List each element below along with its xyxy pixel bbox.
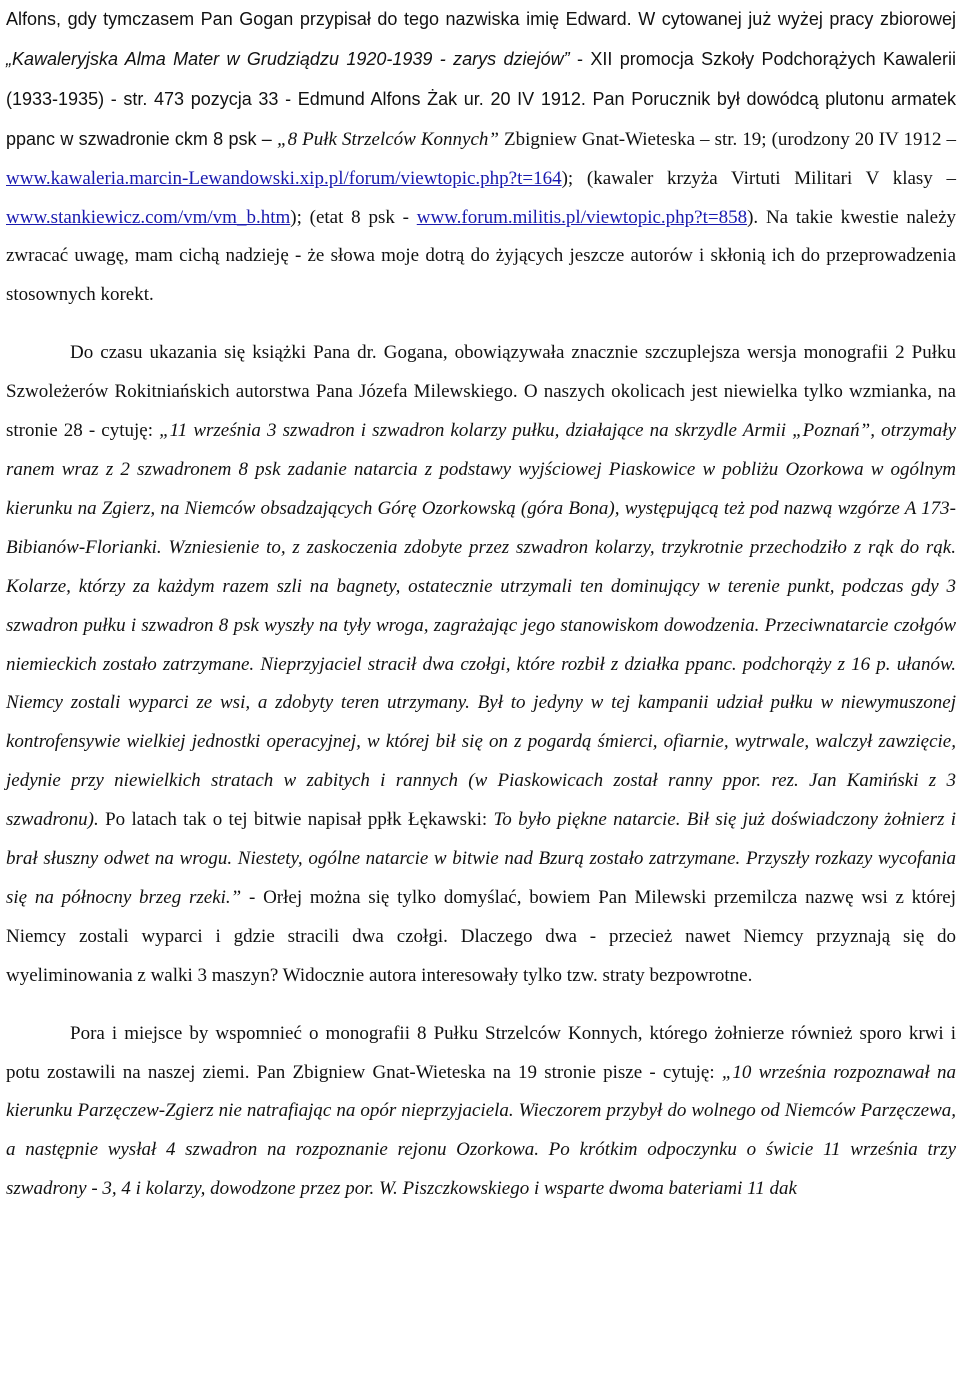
text-span: Pora i miejsce by wspomnieć o monografii 8 Pułku Strzelców Konnych, którego żołnierze również sporo krwi i potu zostawili na naszej ziemi. Pan Zbigniew Gnat-Wieteska na 19 stronie pisze - cytuję: [6, 1022, 956, 1083]
italic-title: „Kawaleryjska Alma Mater w Grudziądzu 1920-1939 - zarys dziejów” [6, 48, 570, 69]
italic-quote: To było piękne natarcie. Bił się już doświadczony żołnierz i brał słuszny odwet na wrogu. Niestety, ogólne natarcie w bitwie nad Bzurą zostało zatrzymane. Przyszły rozkazy wycofania się na północny brzeg rzeki.” [6, 809, 957, 908]
link-stankiewicz[interactable]: www.stankiewicz.com/vm/vm_b.htm [6, 206, 291, 228]
paragraph-2 [6, 334, 956, 995]
link-militis[interactable]: www.forum.militis.pl/viewtopic.php?t=858 [416, 206, 748, 228]
text-span: Zbigniew Gnat-Wieteska – str. 19; (urodzony 20 IV 1912 – [498, 128, 956, 150]
italic-quote: „11 września 3 szwadron i szwadron kolarzy pułku, działające na skrzydle Armii „Poznań”, otrzymały ranem wraz z 2 szwadronem 8 psk zadanie natarcia z podstawy wyjściowej Piaskowice w pobliżu Ozorkowa w ogólnym kierunku na Zgierz, na Niemców obsadzających Górę Ozorkowską (góra Bona), występującą też pod nazwą wzgórze A 173-Bibianów-Florianki. Wzniesienie to, z zaskoczenia zdobyte przez szwadron kolarzy, trzykrotnie przechodziło z rąk do rąk. Kolarze, którzy za każdym razem szli na bagnety, ostatecznie utrzymali ten dominujący w terenie punkt, podczas gdy 3 szwadron pułku i szwadron 8 psk wyszły na tyły wroga, zagrażając jego stanowiskom dowodzenia. Przeciwnatarcie czołgów niemieckich zostało zatrzymane. Nieprzyjaciel stracił dwa czołgi, które rozbił z działka ppanc. podchorąży z 16 p. ułanów. Niemcy zostali wyparci ze wsi, a zdobyty teren utrzymany. Był to jedyny w tej kampanii udział pułku w niewymuszonej kontrofensywie wielkiej jednostki operacyjnej, w której bił się on z pogardą śmierci, ofiarnie, wytrwale, walczył zawzięcie, jedynie przy niewielkich stratach w zabitych i rannych (w Piaskowicach został ranny ppor. rez. Jan Kamiński z 3 szwadronu). [6, 420, 956, 831]
italic-title: „8 Pułk Strzelców Konnych” [277, 128, 499, 150]
text-span: ); (kawaler krzyża Virtuti Militari V klasy – [561, 167, 956, 189]
paragraph-3 [6, 1015, 956, 1210]
text-span: ); (etat 8 psk - [290, 206, 417, 228]
text-span: ). Na takie kwestie należy zwracać uwagę, mam cichą nadzieję - że słowa moje dotrą do żyjących jeszcze autorów i skłonią ich do przeprowadzenia stosownych korekt. [6, 206, 956, 306]
text-span: Po latach tak o tej bitwie napisał ppłk Łękawski: [98, 809, 494, 831]
text-span: - Orłej można się tylko domyślać, bowiem Pan Milewski przemilcza nazwę wsi z której Niemcy zostali wyparci i gdzie stracili dwa czołgi. Dlaczego dwa - przecież nawet Niemcy przyznają się do wyeliminowania z walki 3 maszyn? Widocznie autora interesowały tylko tzw. straty bezpowrotne. [6, 886, 956, 986]
text-span: Do czasu ukazania się książki Pana dr. Gogana, obowiązywała znacznie szczuplejsza wersja monografii 2 Pułku Szwoleżerów Rokitniańskich autorstwa Pana Józefa Milewskiego. O naszych okolicach jest niewielka tylko wzmianka, na stronie 28 - cytuję: [6, 342, 956, 442]
text-span: Alfons, gdy tymczasem Pan Gogan przypisał do tego nazwiska imię Edward. W cytowanej już wyżej pracy zbiorowej [6, 9, 956, 29]
paragraph-1 [6, 0, 956, 315]
link-kawaleria[interactable]: www.kawaleria.marcin-Lewandowski.xip.pl/forum/viewtopic.php?t=164 [6, 167, 562, 189]
text-span: - XII promocja Szkoły Podchorążych Kawalerii (1933-1935) - str. 473 pozycja 33 - Edmund Alfons Żak ur. 20 IV 1912. Pan Porucznik był dowódcą plutonu armatek ppanc w szwadronie ckm 8 psk – [6, 48, 956, 149]
italic-quote: „10 września rozpoznawał na kierunku Parzęczew-Zgierz nie natrafiając na opór nieprzyjaciela. Wieczorem przybył do wolnego od Niemców Parzęczewa, a następnie wysłał 4 szwadron na rozpoznanie rejonu Ozorkowa. Po krótkim odpoczynku o świcie 11 września trzy szwadrony - 3, 4 i kolarzy, dowodzone przez por. W. Piszczkowskiego i wsparte dwoma bateriami 11 dak [6, 1061, 957, 1200]
